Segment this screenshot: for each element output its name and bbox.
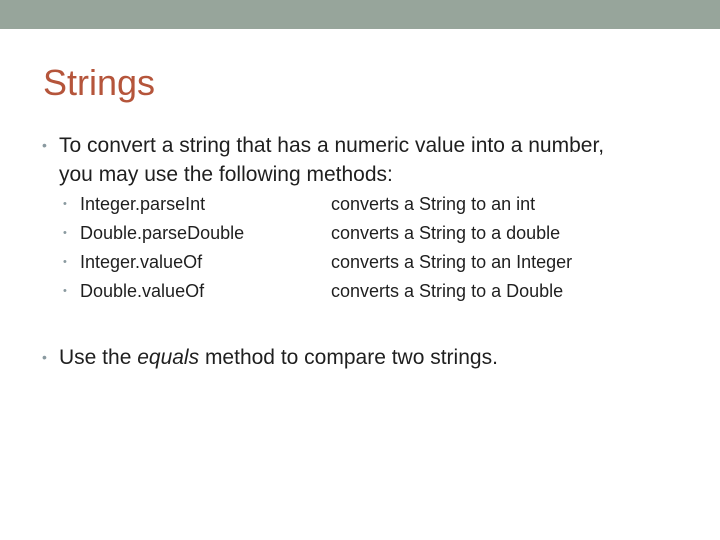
bullet-icon: • [63, 198, 67, 210]
method-name: Integer.valueOf [80, 252, 203, 272]
bullet-icon: • [42, 137, 47, 153]
top-accent-bar [0, 0, 720, 29]
text-after: method to compare two strings. [199, 346, 498, 369]
method-name: Double.valueOf [80, 281, 205, 301]
bullet-text: To convert a string that has a numeric value into a number, you may use the following methods: [59, 134, 605, 186]
method-description: converts a String to a double [331, 223, 561, 243]
methods-list [63, 192, 623, 308]
method-name: Integer.parseInt [80, 194, 206, 214]
bullet-icon: • [42, 349, 47, 365]
method-name: Double.parseDouble [80, 223, 245, 243]
bullet-icon: • [63, 256, 67, 268]
method-description: converts a String to an int [331, 194, 536, 214]
bullet-icon: • [63, 227, 67, 239]
list-item [63, 250, 623, 279]
list-item [63, 279, 623, 308]
method-description: converts a String to a Double [331, 281, 564, 301]
text-before: Use the [59, 346, 138, 369]
slide-title: Strings [43, 62, 156, 103]
bullet-text [59, 343, 619, 372]
bullet-icon: • [63, 285, 67, 297]
list-item [63, 192, 623, 221]
method-description: converts a String to an Integer [331, 252, 573, 272]
list-item [63, 221, 623, 250]
equals-keyword: equals [137, 346, 200, 369]
